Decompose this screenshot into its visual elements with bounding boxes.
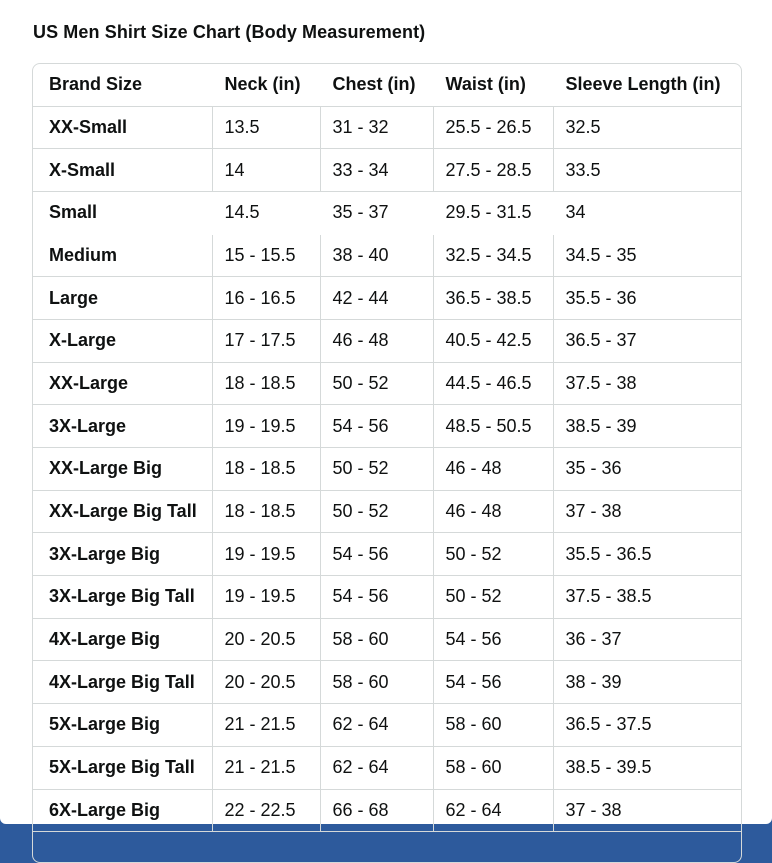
- cell-chest: 38 - 40: [320, 234, 433, 277]
- cell-sleeve-length: 37.5 - 38: [553, 362, 741, 405]
- cell-waist: 58 - 60: [433, 704, 553, 747]
- cell-neck: 19 - 19.5: [212, 533, 320, 576]
- cell-neck: 18 - 18.5: [212, 362, 320, 405]
- cell-neck: 20 - 20.5: [212, 661, 320, 704]
- table-row: [33, 405, 741, 448]
- table-row: [33, 277, 741, 320]
- cell-chest: 31 - 32: [320, 106, 433, 149]
- cell-sleeve-length: 37 - 38: [553, 789, 741, 832]
- cell-brand-size: 5X-Large Big: [33, 704, 212, 747]
- cell-chest: 46 - 48: [320, 319, 433, 362]
- table-body: [33, 106, 741, 832]
- table-row: [33, 191, 741, 234]
- cell-chest: 62 - 64: [320, 704, 433, 747]
- cell-sleeve-length: 36 - 37: [553, 618, 741, 661]
- cell-neck: 20 - 20.5: [212, 618, 320, 661]
- cell-sleeve-length: 37.5 - 38.5: [553, 576, 741, 619]
- cell-brand-size: XX-Large Big: [33, 448, 212, 491]
- cell-neck: 18 - 18.5: [212, 490, 320, 533]
- cell-chest: 66 - 68: [320, 789, 433, 832]
- cell-sleeve-length: 36.5 - 37.5: [553, 704, 741, 747]
- cell-chest: 54 - 56: [320, 576, 433, 619]
- cell-brand-size: Medium: [33, 234, 212, 277]
- cell-chest: 50 - 52: [320, 362, 433, 405]
- column-header-brand-size: Brand Size: [33, 64, 212, 106]
- cell-brand-size: XX-Large Big Tall: [33, 490, 212, 533]
- cell-neck: 19 - 19.5: [212, 405, 320, 448]
- cell-waist: 46 - 48: [433, 448, 553, 491]
- cell-chest: 58 - 60: [320, 661, 433, 704]
- cell-brand-size: 5X-Large Big Tall: [33, 746, 212, 789]
- cell-brand-size: 4X-Large Big: [33, 618, 212, 661]
- cell-neck: 17 - 17.5: [212, 319, 320, 362]
- cell-neck: 18 - 18.5: [212, 448, 320, 491]
- cell-sleeve-length: 38.5 - 39.5: [553, 746, 741, 789]
- cell-neck: 13.5: [212, 106, 320, 149]
- cell-neck: 15 - 15.5: [212, 234, 320, 277]
- table-row: [33, 490, 741, 533]
- cell-waist: 27.5 - 28.5: [433, 149, 553, 192]
- cell-sleeve-length: 38 - 39: [553, 661, 741, 704]
- cell-sleeve-length: 35.5 - 36: [553, 277, 741, 320]
- cell-waist: 62 - 64: [433, 789, 553, 832]
- table-row: [33, 234, 741, 277]
- cell-brand-size: 6X-Large Big: [33, 789, 212, 832]
- table-row: [33, 362, 741, 405]
- cell-chest: 42 - 44: [320, 277, 433, 320]
- cell-chest: 54 - 56: [320, 533, 433, 576]
- column-header-neck: Neck (in): [212, 64, 320, 106]
- cell-brand-size: Large: [33, 277, 212, 320]
- cell-chest: 50 - 52: [320, 490, 433, 533]
- cell-brand-size: 3X-Large Big Tall: [33, 576, 212, 619]
- cell-neck: 14: [212, 149, 320, 192]
- table-row: [33, 789, 741, 832]
- cell-waist: 36.5 - 38.5: [433, 277, 553, 320]
- cell-brand-size: XX-Large: [33, 362, 212, 405]
- cell-waist: 44.5 - 46.5: [433, 362, 553, 405]
- cell-waist: 54 - 56: [433, 661, 553, 704]
- cell-sleeve-length: 34: [565, 202, 586, 223]
- cell-brand-size: X-Large: [33, 319, 212, 362]
- cell-neck: 21 - 21.5: [212, 704, 320, 747]
- cell-brand-size: XX-Small: [33, 106, 212, 149]
- cell-sleeve-length: 33.5: [553, 149, 741, 192]
- cell-sleeve-length: 38.5 - 39: [553, 405, 741, 448]
- table-row: [33, 319, 741, 362]
- cell-chest: 35 - 37: [332, 202, 389, 223]
- cell-brand-size: X-Small: [33, 149, 212, 192]
- size-chart-title: US Men Shirt Size Chart (Body Measurement): [33, 22, 426, 42]
- cell-chest: 58 - 60: [320, 618, 433, 661]
- cell-chest: 62 - 64: [320, 746, 433, 789]
- column-header-waist: Waist (in): [433, 64, 553, 106]
- cell-sleeve-length: 35 - 36: [553, 448, 741, 491]
- table-row: [33, 149, 741, 192]
- size-chart-table-container: [32, 63, 742, 863]
- cell-neck: 22 - 22.5: [212, 789, 320, 832]
- table-header-row: [33, 64, 741, 106]
- cell-neck: 21 - 21.5: [212, 746, 320, 789]
- table-row: [33, 448, 741, 491]
- cell-waist: 54 - 56: [433, 618, 553, 661]
- size-chart-table: [33, 64, 741, 832]
- cell-brand-size: 3X-Large: [33, 405, 212, 448]
- cell-brand-size: 4X-Large Big Tall: [33, 661, 212, 704]
- table-row: [33, 576, 741, 619]
- cell-waist: 58 - 60: [433, 746, 553, 789]
- column-header-sleeve-length: Sleeve Length (in): [553, 64, 741, 106]
- cell-chest: 33 - 34: [320, 149, 433, 192]
- cell-waist: 40.5 - 42.5: [433, 319, 553, 362]
- cell-waist: 50 - 52: [433, 576, 553, 619]
- cell-waist: 29.5 - 31.5: [445, 202, 532, 223]
- cell-waist: 50 - 52: [433, 533, 553, 576]
- cell-brand-size: 3X-Large Big: [33, 533, 212, 576]
- cell-waist: 32.5 - 34.5: [433, 234, 553, 277]
- table-row: [33, 618, 741, 661]
- cell-chest: 54 - 56: [320, 405, 433, 448]
- cell-sleeve-length: 37 - 38: [553, 490, 741, 533]
- cell-neck: 16 - 16.5: [212, 277, 320, 320]
- table-row: [33, 704, 741, 747]
- table-row: [33, 533, 741, 576]
- column-header-chest: Chest (in): [320, 64, 433, 106]
- cell-waist: 46 - 48: [433, 490, 553, 533]
- table-row: [33, 746, 741, 789]
- cell-sleeve-length: 35.5 - 36.5: [553, 533, 741, 576]
- cell-waist: 25.5 - 26.5: [433, 106, 553, 149]
- cell-sleeve-length: 32.5: [553, 106, 741, 149]
- cell-sleeve-length: 34.5 - 35: [553, 234, 741, 277]
- cell-brand-size: Small: [49, 202, 98, 223]
- cell-neck: 19 - 19.5: [212, 576, 320, 619]
- cell-chest: 50 - 52: [320, 448, 433, 491]
- cell-neck: 14.5: [224, 202, 260, 223]
- table-row: [33, 106, 741, 149]
- cell-sleeve-length: 36.5 - 37: [553, 319, 741, 362]
- cell-waist: 48.5 - 50.5: [433, 405, 553, 448]
- table-row: [33, 661, 741, 704]
